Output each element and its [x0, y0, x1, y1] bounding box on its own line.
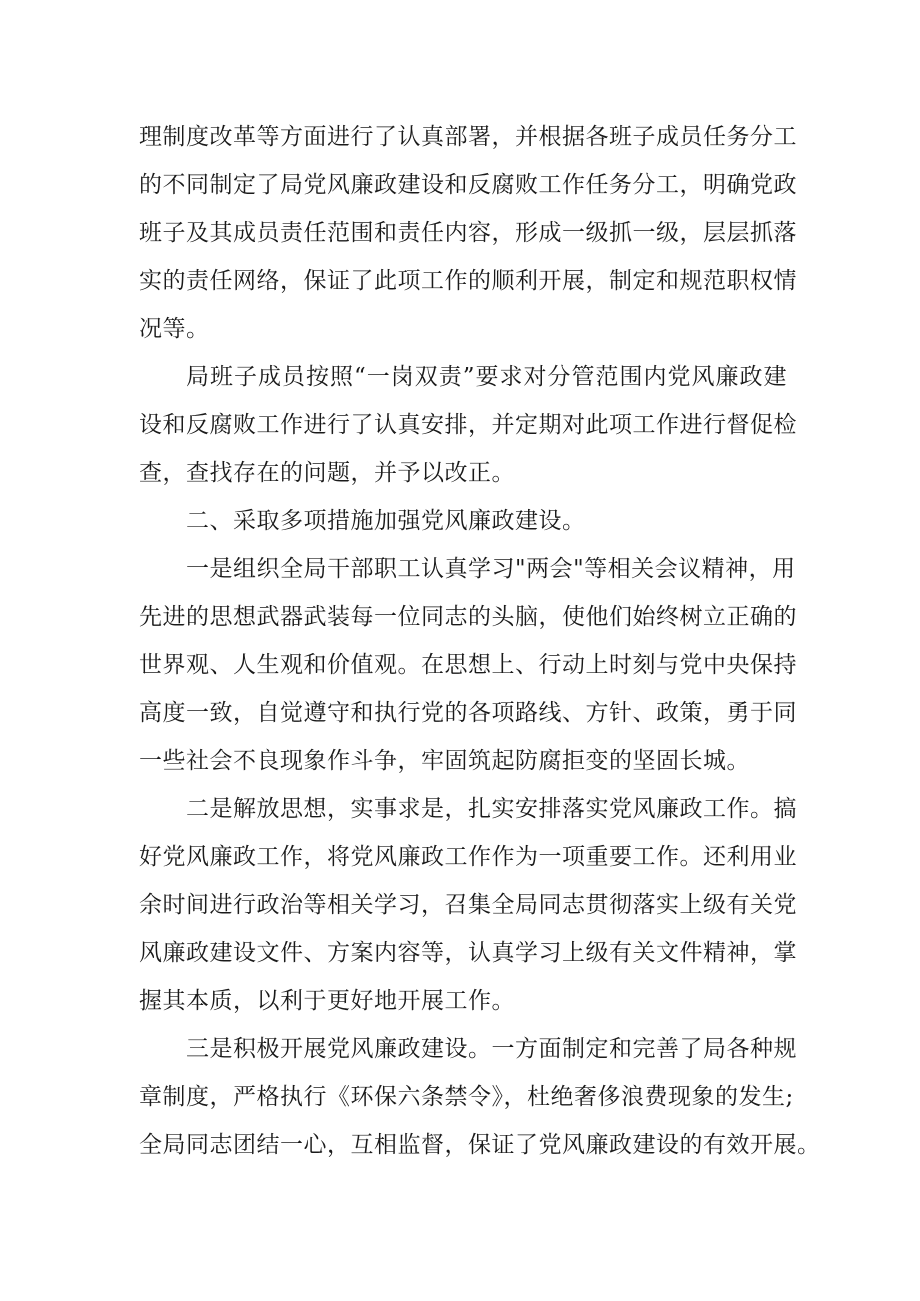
paragraph-5	[139, 785, 797, 1025]
text-line: 况等。	[139, 316, 210, 342]
paragraph-6	[139, 1025, 821, 1169]
paragraph-2	[139, 353, 797, 497]
text-line: 世界观、人生观和价值观。在思想上、行动上时刻与党中央保持	[139, 652, 797, 678]
text-line: 班子及其成员责任范围和责任内容，形成一级抓一级，层层抓落	[139, 220, 797, 246]
section-heading: 二、采取多项措施加强党风廉政建设。	[186, 508, 586, 534]
text-line: 三是积极开展党风廉政建设。一方面制定和完善了局各种规	[186, 1036, 797, 1062]
text-line: 实的责任网络，保证了此项工作的顺利开展，制定和规范职权情	[139, 268, 797, 294]
paragraph-1	[139, 113, 797, 353]
paragraph-3-section-heading	[139, 497, 787, 545]
text-line: 查，查找存在的问题，并予以改正。	[139, 460, 515, 486]
text-line: 章制度，严格执行《环保六条禁令》，杜绝奢侈浪费现象的发生;	[139, 1084, 794, 1110]
text-line: 风廉政建设文件、方案内容等，认真学习上级有关文件精神，掌	[139, 940, 797, 966]
text-line: 二是解放思想，实事求是，扎实安排落实党风廉政工作。搞	[186, 796, 797, 822]
text-line: 的不同制定了局党风廉政建设和反腐败工作任务分工，明确党政	[139, 172, 797, 198]
text-line: 一些社会不良现象作斗争，牢固筑起防腐拒变的坚固长城。	[139, 748, 750, 774]
text-line: 一是组织全局干部职工认真学习"两会"等相关会议精神，用	[186, 556, 796, 582]
text-line: 余时间进行政治等相关学习，召集全局同志贯彻落实上级有关党	[139, 892, 797, 918]
text-line: 理制度改革等方面进行了认真部署，并根据各班子成员任务分工	[139, 124, 797, 150]
paragraph-4	[139, 545, 797, 785]
text-line: 全局同志团结一心，互相监督，保证了党风廉政建设的有效开展。	[139, 1132, 821, 1158]
text-line: 好党风廉政工作，将党风廉政工作作为一项重要工作。还利用业	[139, 844, 797, 870]
text-line: 高度一致，自觉遵守和执行党的各项路线、方针、政策，勇于同	[139, 700, 797, 726]
document-body	[139, 113, 821, 1169]
text-line: 先进的思想武器武装每一位同志的头脑，使他们始终树立正确的	[139, 604, 797, 630]
text-line: 握其本质，以利于更好地开展工作。	[139, 988, 515, 1014]
text-line: 局班子成员按照“一岗双责”要求对分管范围内党风廉政建	[186, 364, 787, 390]
text-line: 设和反腐败工作进行了认真安排，并定期对此项工作进行督促检	[139, 412, 797, 438]
